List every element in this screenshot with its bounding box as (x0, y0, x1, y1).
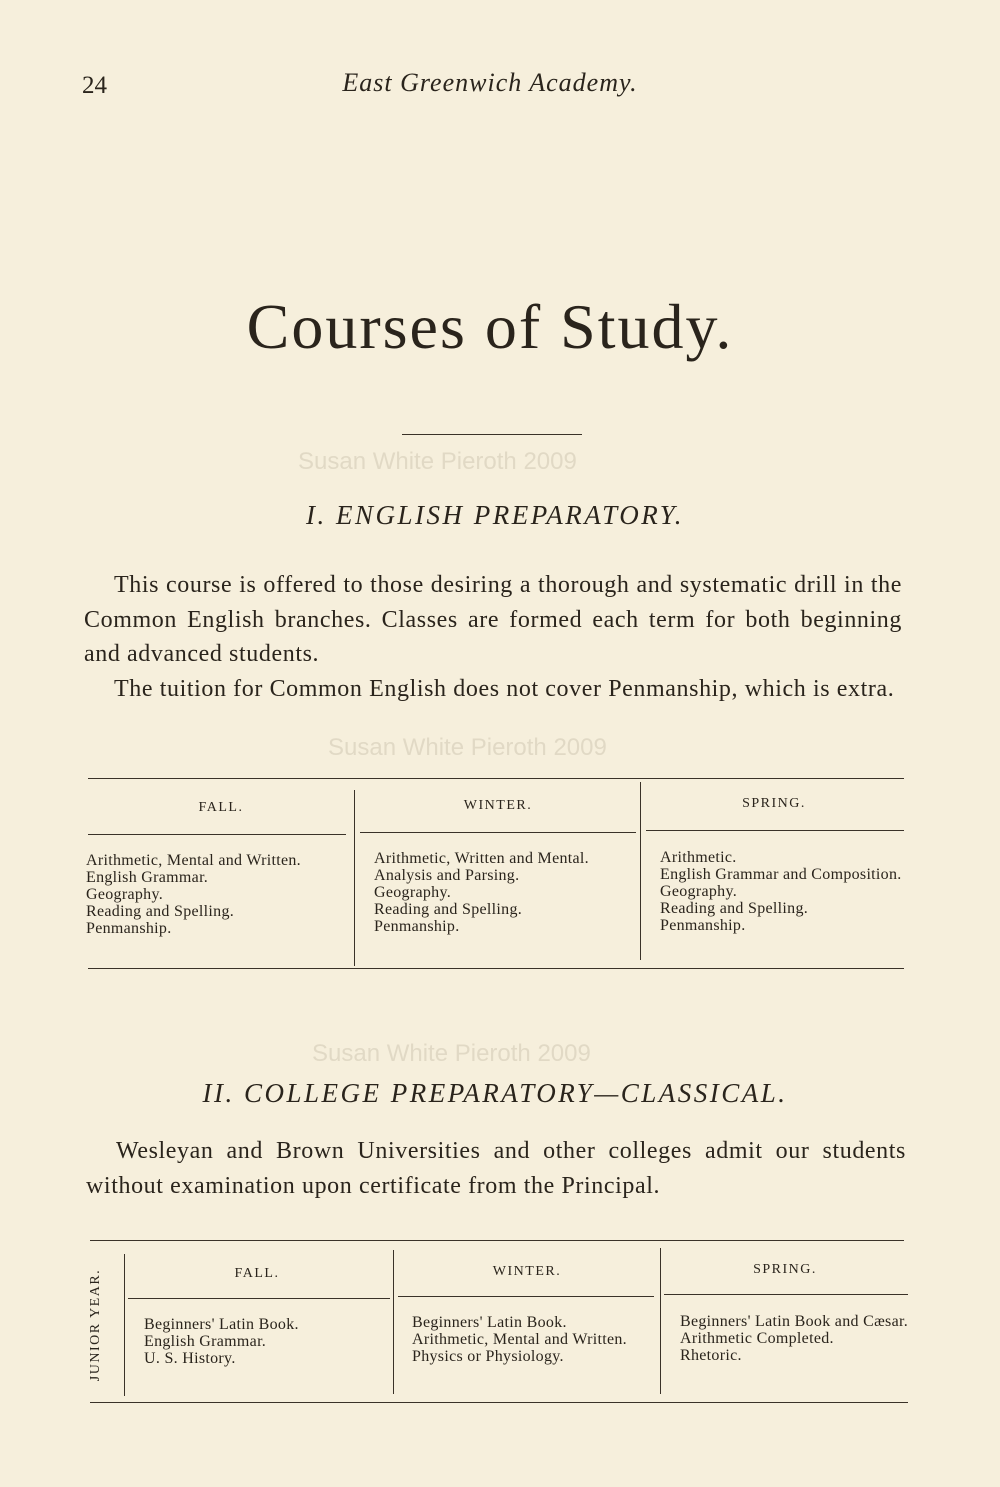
list-item: Penmanship. (86, 920, 172, 937)
table-bottom-rule (88, 968, 904, 969)
section1-text (84, 568, 902, 706)
list-item: Penmanship. (660, 917, 746, 934)
header-rule (360, 832, 636, 833)
list-item: Geography. (374, 884, 452, 901)
header-rule (398, 1296, 654, 1297)
column-header-winter: WINTER. (492, 1264, 562, 1279)
fall-subject-list (144, 1316, 384, 1367)
page-number: 24 (82, 72, 107, 99)
winter-subject-list (374, 850, 636, 935)
list-item: Reading and Spelling. (374, 901, 523, 918)
list-item: Geography. (660, 883, 738, 900)
list-item: Reading and Spelling. (660, 900, 809, 917)
section-heading-college-preparatory-classical: II. COLLEGE PREPARATORY—CLASSICAL. (202, 1078, 788, 1108)
header-rule (664, 1294, 908, 1295)
list-item: Arithmetic. (660, 849, 737, 866)
list-item: English Grammar and Composition. (660, 866, 902, 883)
list-item: Penmanship. (374, 918, 460, 935)
table-top-rule (90, 1240, 904, 1241)
header-rule (88, 834, 346, 835)
column-header-winter: WINTER. (463, 798, 533, 813)
list-item: Beginners' Latin Book. (412, 1314, 567, 1331)
list-item: Beginners' Latin Book. (144, 1316, 299, 1333)
column-header-fall: FALL. (234, 1266, 280, 1281)
column-divider (124, 1254, 125, 1396)
watermark: Susan White Pieroth 2009 (312, 1040, 591, 1067)
watermark: Susan White Pieroth 2009 (328, 734, 607, 761)
spring-subject-list (660, 849, 904, 934)
paragraph: The tuition for Common English does not cover Penmanship, which is extra. (114, 675, 895, 702)
column-divider (660, 1248, 661, 1394)
column-divider (354, 790, 355, 966)
list-item: English Grammar. (86, 869, 209, 886)
spring-subject-list (680, 1313, 908, 1364)
list-item: Geography. (86, 886, 164, 903)
section2-text (86, 1134, 906, 1203)
fall-subject-list (86, 852, 350, 937)
list-item: Rhetoric. (680, 1347, 742, 1364)
title-rule (402, 434, 582, 435)
list-item: English Grammar. (144, 1333, 267, 1350)
list-item: Reading and Spelling. (86, 903, 235, 920)
list-item: Physics or Physiology. (412, 1348, 564, 1365)
winter-subject-list (412, 1314, 652, 1365)
header-rule (646, 830, 904, 831)
paragraph: This course is offered to those desiring a thorough and systematic drill in the Common English branches. Classes are formed each term for both beginning and advanced students. (84, 572, 902, 667)
table-bottom-rule (90, 1402, 908, 1403)
header-rule (128, 1298, 390, 1299)
row-label-text: JUNIOR YEAR. (88, 1268, 103, 1382)
watermark: Susan White Pieroth 2009 (298, 448, 577, 475)
column-header-fall: FALL. (198, 800, 244, 815)
column-divider (393, 1250, 394, 1394)
paragraph: Wesleyan and Brown Universities and other colleges admit our students without examination upon certificate from the Principal. (86, 1138, 906, 1199)
row-label-junior-year (72, 1260, 120, 1390)
list-item: Arithmetic, Mental and Written. (86, 852, 301, 869)
list-item: Arithmetic, Written and Mental. (374, 850, 589, 867)
table-top-rule (88, 778, 904, 779)
column-header-spring: SPRING. (753, 1262, 817, 1277)
page-title: Courses of Study. (246, 291, 734, 362)
section-heading-english-preparatory: I. ENGLISH PREPARATORY. (305, 500, 685, 530)
list-item: U. S. History. (144, 1350, 236, 1367)
list-item: Beginners' Latin Book and Cæsar. (680, 1313, 909, 1330)
running-head: East Greenwich Academy. (342, 68, 638, 97)
column-header-spring: SPRING. (742, 796, 806, 811)
list-item: Arithmetic Completed. (680, 1330, 834, 1347)
list-item: Arithmetic, Mental and Written. (412, 1331, 627, 1348)
list-item: Analysis and Parsing. (374, 867, 520, 884)
column-divider (640, 782, 641, 960)
